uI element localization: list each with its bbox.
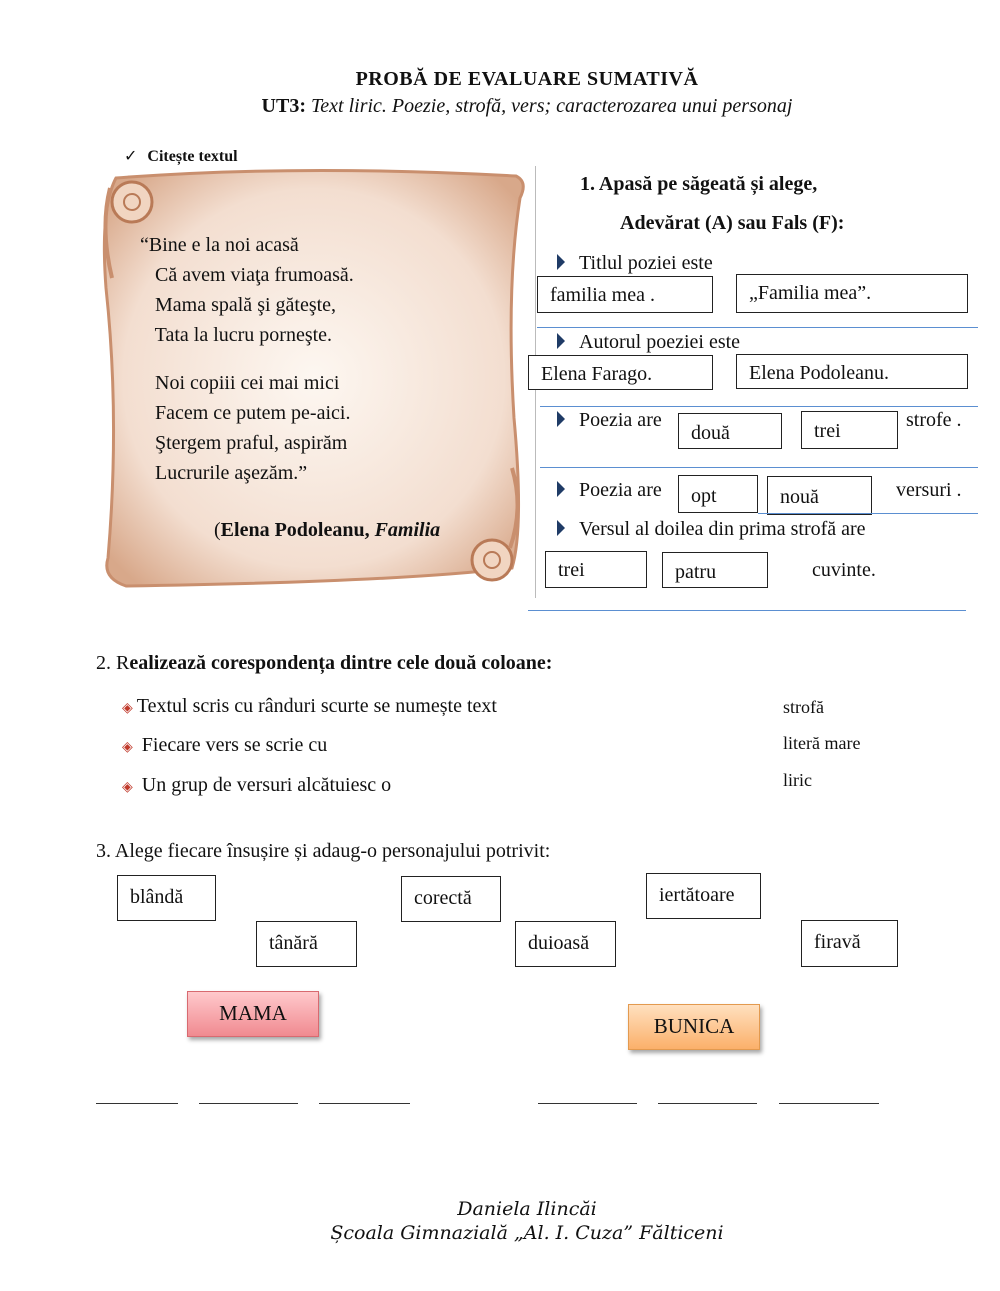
- q3-title: 3. Alege fiecare însușire și adaug-o personajului potrivit:: [96, 840, 551, 862]
- poem-work-title: Familia: [374, 519, 441, 541]
- character-mama[interactable]: MAMA: [187, 991, 319, 1037]
- poem-line: Că avem viaţa frumoasă.: [140, 264, 354, 286]
- dropdown-arrow-icon[interactable]: [557, 254, 565, 270]
- trait-card[interactable]: tânără: [256, 921, 357, 967]
- separator: [540, 406, 978, 407]
- poem-line: Noi copiii cei mai mici: [140, 372, 340, 394]
- answer-box[interactable]: Elena Podoleanu.: [736, 354, 968, 389]
- separator: [540, 467, 978, 468]
- read-instruction: [124, 146, 238, 166]
- poem-line: Mama spală şi găteşte,: [140, 294, 337, 316]
- q1-statement-3: Poezia are: [579, 409, 662, 431]
- separator: [758, 513, 978, 514]
- match-left-item[interactable]: ◈ Fiecare vers se scrie cu: [122, 734, 328, 756]
- trait-card[interactable]: corectă: [401, 876, 501, 922]
- answer-box[interactable]: Elena Farago.: [528, 355, 713, 390]
- poem-line: Lucrurile aşezăm.”: [140, 462, 308, 484]
- answer-blank[interactable]: [96, 1103, 178, 1104]
- footer-author: Daniela Ilincăi: [457, 1198, 597, 1220]
- answer-blank[interactable]: [319, 1103, 410, 1104]
- trait-card[interactable]: duioasă: [515, 921, 616, 967]
- poem-line: Ştergem praful, aspirăm: [140, 432, 348, 454]
- answer-box[interactable]: familia mea .: [537, 276, 713, 313]
- trait-card[interactable]: firavă: [801, 920, 898, 967]
- diamond-bullet-icon: ◈: [122, 740, 133, 755]
- unit-topic: Text liric. Poezie, strofă, vers; caracterozarea unui personaj: [311, 95, 793, 117]
- dropdown-arrow-icon[interactable]: [557, 520, 565, 536]
- poem-line: Facem ce putem pe-aici.: [140, 402, 351, 424]
- q1-statement-4: Poezia are: [579, 479, 662, 501]
- q2-title: 2. Realizează corespondența dintre cele două coloane:: [96, 652, 553, 674]
- dropdown-arrow-icon[interactable]: [557, 411, 565, 427]
- q1-statement-1: Titlul poziei este: [579, 252, 713, 274]
- poem-line: Tata la lucru porneşte.: [140, 324, 333, 346]
- match-right-item[interactable]: liric: [783, 770, 812, 790]
- separator: [528, 610, 966, 611]
- character-bunica[interactable]: BUNICA: [628, 1004, 760, 1050]
- dropdown-arrow-icon[interactable]: [557, 333, 565, 349]
- match-left-item[interactable]: ◈ Un grup de versuri alcătuiesc o: [122, 774, 392, 796]
- match-left-item[interactable]: ◈ Textul scris cu rânduri scurte se numește text: [122, 695, 497, 717]
- page-subtitle: [0, 95, 1000, 118]
- trait-card[interactable]: blândă: [117, 875, 216, 921]
- match-right-item[interactable]: literă mare: [783, 733, 861, 753]
- q1-statement-3-suffix: strofe .: [906, 409, 962, 431]
- q1-subtitle: Adevărat (A) sau Fals (F):: [620, 212, 845, 234]
- dropdown-arrow-icon[interactable]: [557, 481, 565, 497]
- answer-blank[interactable]: [538, 1103, 637, 1104]
- q1-statement-2: Autorul poeziei este: [579, 331, 741, 353]
- answer-box[interactable]: patru: [662, 552, 768, 588]
- page-title: PROBĂ DE EVALUARE SUMATIVĂ: [355, 68, 699, 90]
- q1-statement-5: Versul al doilea din prima strofă are: [579, 518, 866, 540]
- diamond-bullet-icon: ◈: [122, 780, 133, 795]
- poem-text: [140, 230, 354, 488]
- poem-author: (Elena Podoleanu, Familia: [214, 519, 441, 541]
- footer-school: Școala Gimnazială „Al. I. Cuza” Fălticeni: [330, 1222, 724, 1244]
- answer-box[interactable]: două: [678, 413, 782, 449]
- read-label: Citește textul: [147, 148, 238, 165]
- answer-blank[interactable]: [658, 1103, 757, 1104]
- q1-statement-4-suffix: versuri .: [896, 479, 962, 501]
- diamond-bullet-icon: ◈: [122, 701, 133, 716]
- answer-blank[interactable]: [779, 1103, 879, 1104]
- unit-label: UT3:: [261, 95, 306, 117]
- trait-card[interactable]: iertătoare: [646, 873, 761, 919]
- q1-statement-5-suffix: cuvinte.: [812, 559, 876, 581]
- answer-box[interactable]: opt: [678, 475, 758, 513]
- answer-box[interactable]: nouă: [767, 476, 872, 515]
- checkmark-icon: ✓: [124, 148, 138, 165]
- match-right-item[interactable]: strofă: [783, 697, 824, 717]
- answer-blank[interactable]: [199, 1103, 298, 1104]
- separator: [537, 327, 978, 328]
- q1-title: 1. Apasă pe săgeată și alege,: [580, 173, 818, 195]
- answer-box[interactable]: trei: [801, 411, 898, 449]
- answer-box[interactable]: „Familia mea”.: [736, 274, 968, 313]
- answer-box[interactable]: trei: [545, 551, 647, 588]
- poem-line: “Bine e la noi acasă: [140, 234, 299, 256]
